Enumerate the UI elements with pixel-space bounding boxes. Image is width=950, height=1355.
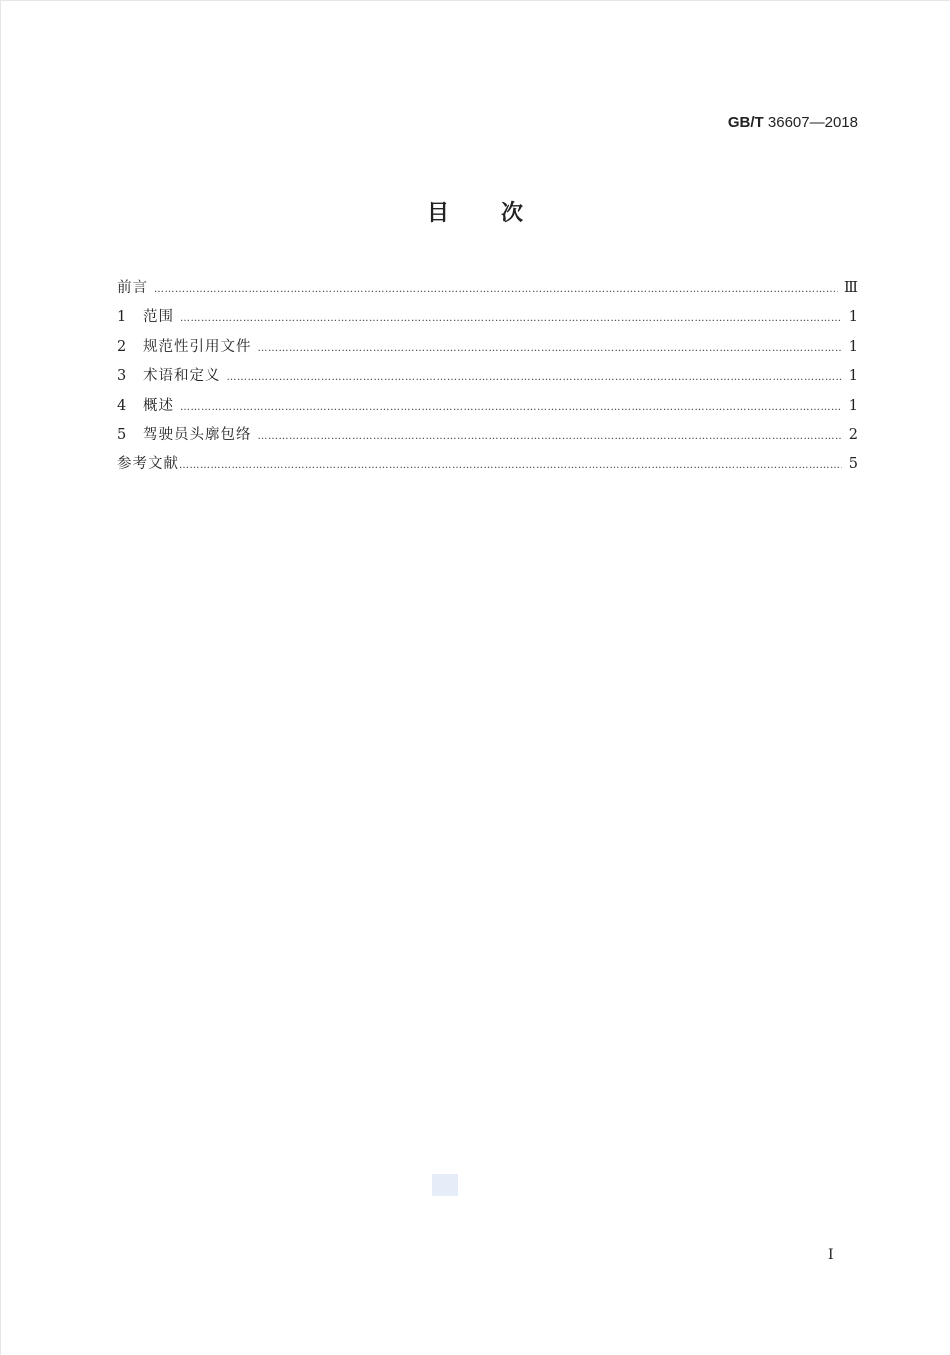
toc-leader	[258, 343, 843, 354]
toc-entry-bibliography[interactable]	[117, 452, 858, 481]
toc-entry[interactable]	[117, 335, 858, 364]
toc-page: 2	[848, 426, 858, 443]
watermark-logo	[432, 1174, 458, 1196]
standard-number: 36607—2018	[767, 114, 858, 131]
page-title: 目次	[426, 201, 575, 226]
toc-page: 1	[848, 368, 858, 385]
standard-code	[728, 114, 858, 131]
toc-page: Ⅲ	[844, 280, 858, 296]
toc-number: 5	[117, 426, 127, 443]
table-of-contents	[117, 276, 858, 482]
toc-title: 概述	[143, 397, 174, 414]
toc-leader	[179, 460, 842, 471]
toc-page: 5	[848, 456, 858, 473]
toc-title: 术语和定义	[143, 368, 221, 385]
toc-entry[interactable]	[117, 394, 858, 423]
toc-leader	[180, 313, 842, 324]
toc-title: 规范性引用文件	[143, 338, 252, 355]
toc-number: 3	[117, 368, 127, 385]
toc-leader	[258, 431, 843, 442]
page-border-top	[0, 0, 950, 1]
toc-entry[interactable]	[117, 423, 858, 452]
toc-leader	[154, 284, 838, 295]
toc-page: 1	[848, 309, 858, 326]
toc-title: 前言	[117, 280, 148, 296]
toc-page: 1	[848, 397, 858, 414]
toc-leader	[227, 372, 843, 383]
toc-number: 1	[117, 309, 127, 326]
toc-title: 范围	[143, 309, 174, 326]
page-number: I	[828, 1247, 834, 1263]
toc-title: 参考文献	[117, 456, 179, 473]
standard-prefix: GB/T	[727, 114, 764, 131]
toc-number: 4	[117, 397, 127, 414]
toc-entry-foreword[interactable]	[117, 276, 858, 305]
toc-entry[interactable]	[117, 305, 858, 334]
toc-leader	[180, 402, 842, 413]
toc-title: 驾驶员头廓包络	[143, 426, 252, 443]
toc-number: 2	[117, 338, 127, 355]
toc-page: 1	[848, 338, 858, 355]
toc-entry[interactable]	[117, 364, 858, 393]
